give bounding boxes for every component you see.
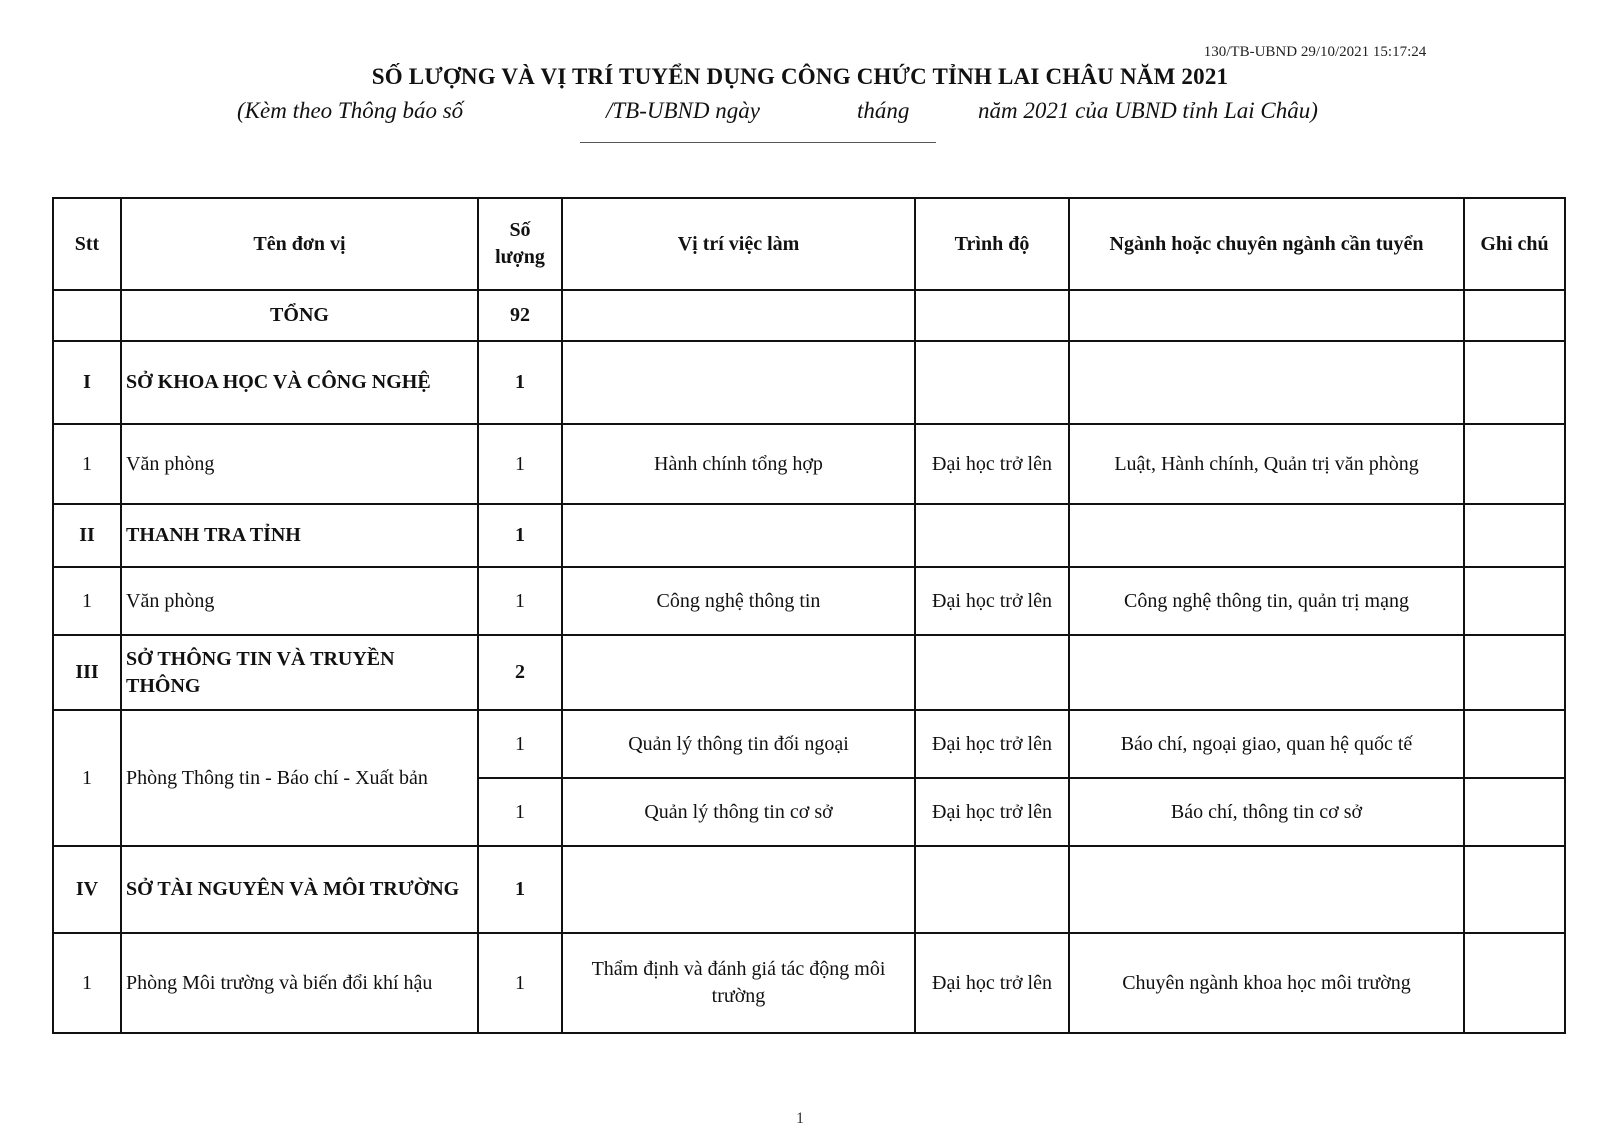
total-label: TỔNG bbox=[121, 290, 478, 341]
header-note: Ghi chú bbox=[1464, 198, 1565, 290]
total-qty: 92 bbox=[478, 290, 562, 341]
section-name: SỞ THÔNG TIN VÀ TRUYỀN THÔNG bbox=[121, 635, 478, 710]
empty-cell bbox=[915, 504, 1069, 567]
row-stt: 1 bbox=[53, 710, 121, 846]
row-position: Hành chính tổng hợp bbox=[562, 424, 915, 504]
table-row bbox=[53, 567, 1565, 635]
subtitle-part-3: tháng bbox=[857, 98, 910, 123]
section-qty: 1 bbox=[478, 341, 562, 424]
row-unit: Phòng Môi trường và biến đổi khí hậu bbox=[121, 933, 478, 1033]
empty-cell bbox=[915, 290, 1069, 341]
recruitment-table bbox=[52, 197, 1566, 1034]
empty-cell bbox=[1464, 341, 1565, 424]
row-level: Đại học trở lên bbox=[915, 778, 1069, 846]
empty-cell bbox=[1069, 635, 1464, 710]
row-note bbox=[1464, 424, 1565, 504]
row-major: Luật, Hành chính, Quản trị văn phòng bbox=[1069, 424, 1464, 504]
header-position: Vị trí việc làm bbox=[562, 198, 915, 290]
page-title: SỐ LƯỢNG VÀ VỊ TRÍ TUYỂN DỤNG CÔNG CHỨC TỈNH LAI CHÂU NĂM 2021 bbox=[371, 64, 1229, 89]
empty-cell bbox=[562, 504, 915, 567]
table-row bbox=[53, 424, 1565, 504]
subtitle-underline bbox=[580, 142, 936, 143]
empty-cell bbox=[562, 341, 915, 424]
section-name: SỞ TÀI NGUYÊN VÀ MÔI TRƯỜNG bbox=[121, 846, 478, 933]
document-stamp: 130/TB-UBND 29/10/2021 15:17:24 bbox=[1203, 44, 1427, 60]
table-row bbox=[53, 933, 1565, 1033]
row-stt: 1 bbox=[53, 424, 121, 504]
row-position: Công nghệ thông tin bbox=[562, 567, 915, 635]
section-qty: 2 bbox=[478, 635, 562, 710]
row-level: Đại học trở lên bbox=[915, 424, 1069, 504]
row-level: Đại học trở lên bbox=[915, 933, 1069, 1033]
row-qty: 1 bbox=[478, 424, 562, 504]
row-level: Đại học trở lên bbox=[915, 567, 1069, 635]
row-qty: 1 bbox=[478, 710, 562, 778]
header-stt: Stt bbox=[53, 198, 121, 290]
row-major: Báo chí, ngoại giao, quan hệ quốc tế bbox=[1069, 710, 1464, 778]
table-header-row bbox=[53, 198, 1565, 290]
row-level: Đại học trở lên bbox=[915, 710, 1069, 778]
section-stt: I bbox=[53, 341, 121, 424]
row-stt: 1 bbox=[53, 933, 121, 1033]
empty-cell bbox=[1069, 504, 1464, 567]
subtitle-part-1: (Kèm theo Thông báo số bbox=[237, 98, 464, 123]
header-level: Trình độ bbox=[915, 198, 1069, 290]
empty-cell bbox=[915, 635, 1069, 710]
section-row bbox=[53, 846, 1565, 933]
section-row bbox=[53, 635, 1565, 710]
empty-cell bbox=[562, 635, 915, 710]
section-qty: 1 bbox=[478, 504, 562, 567]
header-qty: Số lượng bbox=[478, 198, 562, 290]
section-row bbox=[53, 504, 1565, 567]
row-major: Công nghệ thông tin, quản trị mạng bbox=[1069, 567, 1464, 635]
row-qty: 1 bbox=[478, 933, 562, 1033]
section-stt: III bbox=[53, 635, 121, 710]
row-major: Chuyên ngành khoa học môi trường bbox=[1069, 933, 1464, 1033]
row-position: Quản lý thông tin cơ sở bbox=[562, 778, 915, 846]
row-position: Thẩm định và đánh giá tác động môi trường bbox=[562, 933, 915, 1033]
section-qty: 1 bbox=[478, 846, 562, 933]
row-note bbox=[1464, 778, 1565, 846]
subtitle-part-4: năm 2021 của UBND tỉnh Lai Châu) bbox=[978, 98, 1318, 123]
total-row bbox=[53, 290, 1565, 341]
section-name: THANH TRA TỈNH bbox=[121, 504, 478, 567]
empty-cell bbox=[562, 846, 915, 933]
row-unit: Phòng Thông tin - Báo chí - Xuất bản bbox=[121, 710, 478, 846]
empty-cell bbox=[915, 341, 1069, 424]
row-note bbox=[1464, 710, 1565, 778]
row-unit: Văn phòng bbox=[121, 424, 478, 504]
subtitle-part-2: /TB-UBND ngày bbox=[606, 98, 760, 123]
row-stt: 1 bbox=[53, 567, 121, 635]
total-stt bbox=[53, 290, 121, 341]
header-major: Ngành hoặc chuyên ngành cần tuyển bbox=[1069, 198, 1464, 290]
section-row bbox=[53, 341, 1565, 424]
empty-cell bbox=[1464, 635, 1565, 710]
row-major: Báo chí, thông tin cơ sở bbox=[1069, 778, 1464, 846]
table-row bbox=[53, 710, 1565, 778]
row-note bbox=[1464, 933, 1565, 1033]
empty-cell bbox=[1069, 846, 1464, 933]
empty-cell bbox=[1069, 341, 1464, 424]
empty-cell bbox=[1464, 290, 1565, 341]
row-note bbox=[1464, 567, 1565, 635]
empty-cell bbox=[1464, 846, 1565, 933]
empty-cell bbox=[562, 290, 915, 341]
subtitle bbox=[0, 98, 1600, 128]
row-position: Quản lý thông tin đối ngoại bbox=[562, 710, 915, 778]
empty-cell bbox=[1069, 290, 1464, 341]
empty-cell bbox=[1464, 504, 1565, 567]
section-stt: II bbox=[53, 504, 121, 567]
row-unit: Văn phòng bbox=[121, 567, 478, 635]
section-stt: IV bbox=[53, 846, 121, 933]
page-number: 1 bbox=[796, 1110, 804, 1127]
section-name: SỞ KHOA HỌC VÀ CÔNG NGHỆ bbox=[121, 341, 478, 424]
header-unit: Tên đơn vị bbox=[121, 198, 478, 290]
empty-cell bbox=[915, 846, 1069, 933]
row-qty: 1 bbox=[478, 778, 562, 846]
row-qty: 1 bbox=[478, 567, 562, 635]
